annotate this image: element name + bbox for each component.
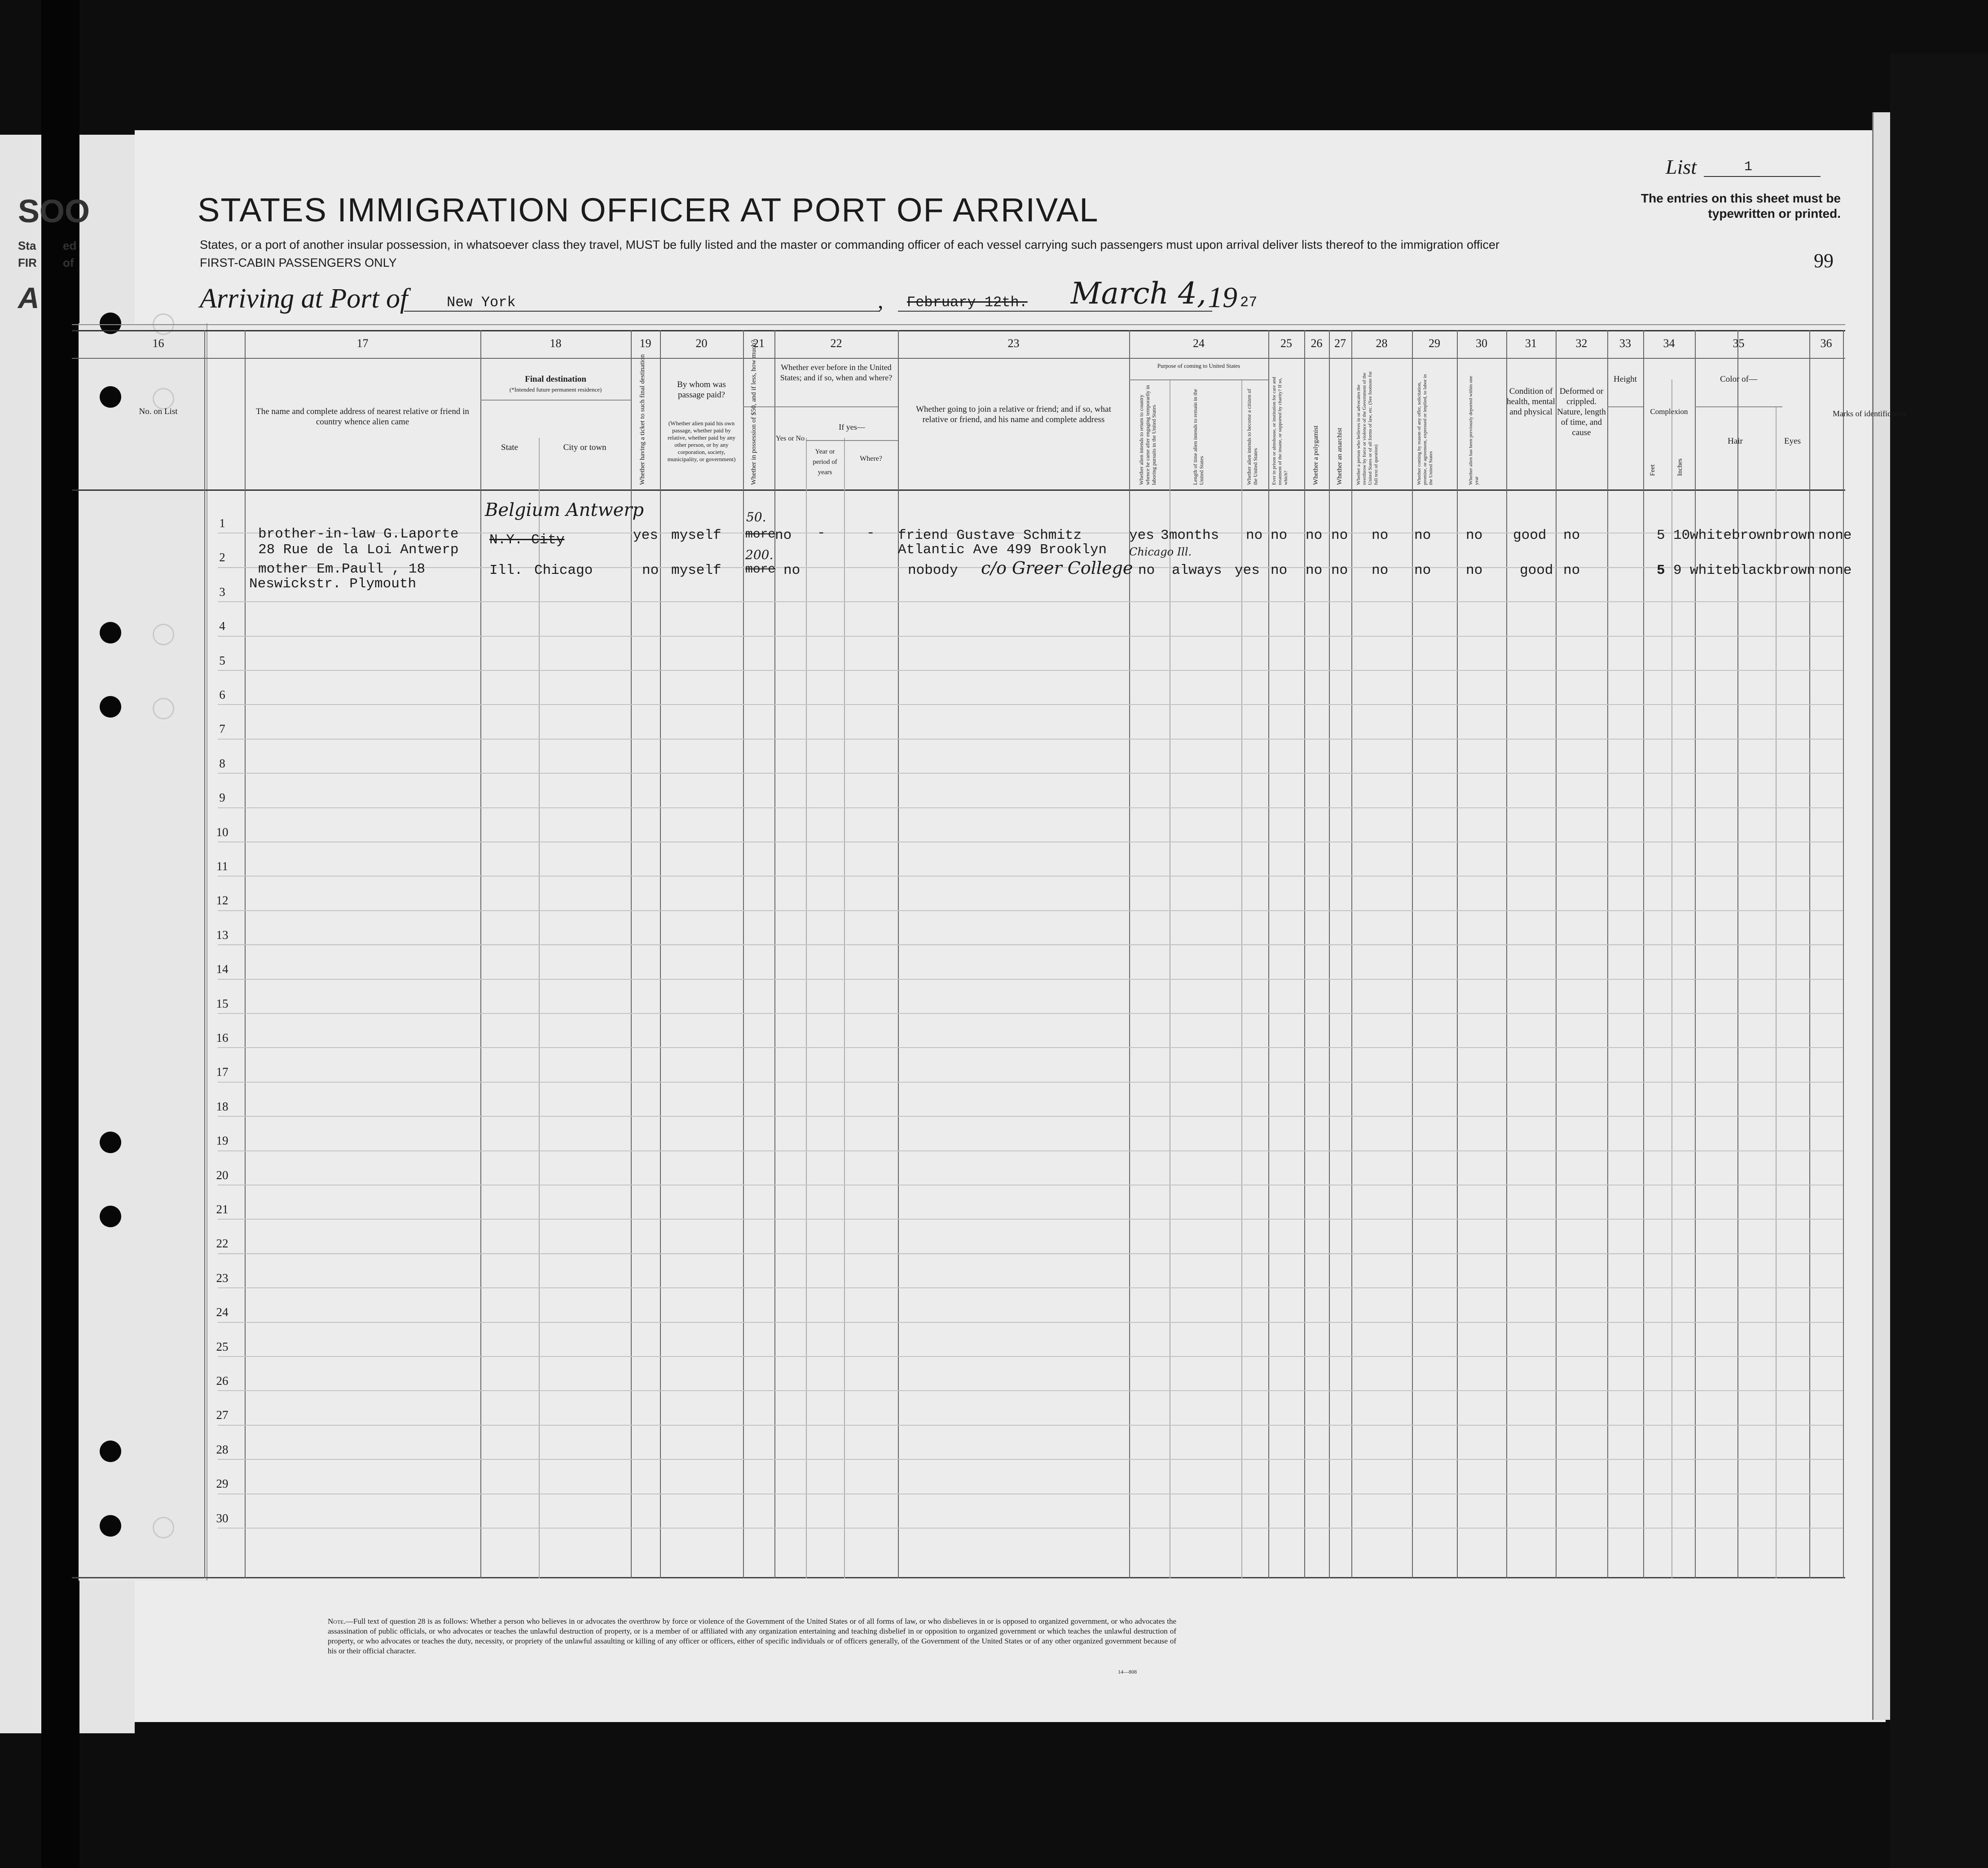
hdr-final-destination-note: (*Intended future permanent residence) <box>509 386 602 393</box>
entry2-health: good <box>1520 563 1553 578</box>
typewritten-note: The entries on this sheet must be typewritten or printed. <box>1641 191 1841 220</box>
hdr-final-destination: Final destination <box>525 374 586 384</box>
colnum-17: 17 <box>356 337 369 350</box>
hdr-state: State <box>501 443 518 452</box>
row-line <box>218 944 1843 945</box>
col-divider <box>844 438 845 1578</box>
row-line <box>218 1287 1843 1288</box>
col-divider <box>204 330 205 1578</box>
row-line <box>218 1116 1843 1117</box>
entry2-city: Chicago <box>534 563 593 578</box>
row-line <box>218 1082 1843 1083</box>
entry1-relative-line2: 28 Rue de la Loi Antwerp <box>258 542 459 558</box>
row-line <box>218 1219 1843 1220</box>
row-line <box>218 807 1843 808</box>
row-line <box>218 704 1843 705</box>
instruction-line: States, or a port of another insular possession, in whatsoever class they travel, MUST be fully listed and the master or commanding officer of each vessel carrying such passengers must upon arrival deliver lists thereof to the immigration officer <box>200 238 1500 251</box>
row-line <box>218 979 1843 980</box>
row-number: 15 <box>216 996 229 1010</box>
colnum-rule <box>72 358 1845 359</box>
entry2-money-hand: 200. <box>745 547 774 562</box>
hdr-relative: The name and complete address of nearest relative or friend in country whence alien came <box>256 407 469 427</box>
list-number: 1 <box>1744 159 1753 175</box>
hdr-overthrow: Whether a person who believes in or advocates the overthrow by force or violence of the Government of the United States or of all forms of law, etc. (See footnote for full text of question) <box>1356 371 1379 485</box>
year-prefix: 19 <box>1208 281 1237 314</box>
entry2-join-hand-above: Chicago Ill. <box>1129 546 1192 558</box>
hdr-passage: By whom was passage paid? <box>677 380 726 400</box>
list-line <box>1704 176 1821 177</box>
row-number: 23 <box>216 1271 229 1285</box>
entry1-deformed: no <box>1563 528 1580 543</box>
colnum-23: 23 <box>1007 337 1020 350</box>
entry1-polygamist: no <box>1306 528 1323 543</box>
height-subrule <box>1607 406 1643 407</box>
footnote-text: —Full text of question 28 is as follows: Whether a person who believes in or advocates the overthrow by force or violence of the Government of the United States or of all forms of law, or who disbelieves in or is opposed to organized government, or who advocates the assassination of public officials, or who advocates or teaches the unlawful destruction of property, or is a member of or affiliated with any organization entertaining and teaching disbelief in or opposition to organized government or which teaches the unlawful destruction of property, or who advocates or teaches the duty, necessity, or propriety of the unlawful assaulting or killing of any officer or officers, either of specific individuals or of officers generally, of the Government of the United States or of any other organized government because of his or their official character. <box>328 1617 1176 1655</box>
row-line <box>218 910 1843 911</box>
footnote-code: 14—808 <box>1118 1669 1137 1675</box>
entry2-state: Ill. <box>489 563 523 578</box>
row-number: 14 <box>216 962 229 976</box>
entry1-health: good <box>1513 528 1547 543</box>
entry2-deformed: no <box>1563 563 1580 578</box>
row-number: 30 <box>216 1511 229 1525</box>
colnum-35: 35 <box>1733 337 1745 350</box>
col-divider <box>1776 406 1777 1578</box>
row-number: 16 <box>216 1031 229 1044</box>
colnum-20: 20 <box>695 337 708 350</box>
hdr-deformed: Deformed or crippled. Nature, length of time, and cause <box>1557 387 1606 437</box>
left-page-fragment: of <box>63 256 74 269</box>
colnum-16: 16 <box>152 337 164 350</box>
row-number: 20 <box>216 1168 229 1182</box>
row-number: 3 <box>219 585 225 599</box>
entry2-money-struck: more <box>745 563 776 577</box>
entry1-prev-yesno: - <box>817 525 826 541</box>
row-line <box>218 601 1843 602</box>
hdr-height: Height <box>1614 374 1637 384</box>
entry2-return: no <box>1138 563 1155 578</box>
color-subrule <box>1695 406 1782 407</box>
hdr-eyes: Eyes <box>1784 436 1801 446</box>
hdr-prev-where: Where? <box>860 455 882 463</box>
entry1-inches: 10 <box>1673 528 1690 543</box>
row-number: 25 <box>216 1339 229 1353</box>
entry1-offer: no <box>1414 528 1431 543</box>
port-name: New York <box>447 294 516 311</box>
entry2-eyes: brown <box>1773 563 1816 578</box>
entry2-polygamist: no <box>1306 563 1323 578</box>
row-number: 8 <box>219 756 225 770</box>
entry1-handwritten-destination: Belgium Antwerp <box>485 500 644 520</box>
row-line <box>218 773 1843 774</box>
hdr-join: Whether going to join a relative or friend; and if so, what relative or friend, and his name and complete address <box>916 405 1111 424</box>
header-bottom-rule <box>72 489 1845 491</box>
row-line <box>218 670 1843 671</box>
hdr-color: Color of— <box>1720 374 1757 384</box>
entry1-prison: no <box>1271 528 1288 543</box>
hdr-purpose: Purpose of coming to United States <box>1157 362 1240 369</box>
hdr-offer: Whether coming by reason of any offer, solicitation, promise, or agreement, expressed or implied, to labor in the United States <box>1416 374 1434 485</box>
entry1-length: 3months <box>1161 528 1219 543</box>
hdr-city: City or town <box>563 443 607 452</box>
date-struck: February 12th. <box>907 294 1028 311</box>
row-number: 6 <box>219 688 225 701</box>
entry1-money-struck: more <box>745 528 776 542</box>
prev-subrule2 <box>806 440 898 441</box>
hdr-money: Whether in possession of $50, and if less, how much? <box>750 340 757 485</box>
dest-subrule <box>480 400 631 401</box>
entry2-anarchist: no <box>1331 563 1348 578</box>
row-number: 13 <box>216 928 229 942</box>
entry2-marks: none <box>1818 563 1852 578</box>
row-number: 12 <box>216 894 229 908</box>
entry1-eyes: brown <box>1773 528 1816 543</box>
row-number: 4 <box>219 619 225 633</box>
row-number: 7 <box>219 722 225 736</box>
entry2-overthrow: no <box>1372 563 1389 578</box>
entry2-money-typed: no <box>783 563 800 578</box>
colnum-32: 32 <box>1575 337 1588 350</box>
purpose-subrule <box>1129 379 1268 380</box>
entry2-relative-line1: mother Em.Paull , 18 <box>258 561 426 577</box>
entry2-ticket: no <box>642 563 659 578</box>
colnum-26: 26 <box>1311 337 1323 350</box>
colnum-31: 31 <box>1525 337 1537 350</box>
entry2-join-hand: c/o Greer College <box>981 558 1133 578</box>
colnum-30: 30 <box>1476 337 1487 350</box>
row-line <box>218 1253 1843 1254</box>
colnum-22: 22 <box>830 337 842 350</box>
row-number: 24 <box>216 1305 229 1319</box>
entry1-money-typed: no <box>775 528 792 543</box>
entry1-deported: no <box>1466 528 1483 543</box>
entry1-complexion: white <box>1690 528 1732 543</box>
table-bottom-border <box>72 1577 1845 1578</box>
row-number: 21 <box>216 1203 229 1216</box>
colnum-34: 34 <box>1663 337 1675 350</box>
row-line <box>218 1356 1843 1357</box>
colnum-24: 24 <box>1193 337 1205 350</box>
colnum-21: 21 <box>753 337 765 350</box>
top-rule <box>72 324 1845 325</box>
entry1-ticket: yes <box>633 528 658 543</box>
date-underline <box>898 311 1212 312</box>
left-page-fragment: SOO <box>18 194 90 229</box>
hdr-polygamist: Whether a polygamist <box>1312 425 1319 485</box>
page-title: STATES IMMIGRATION OFFICER AT PORT OF ARRIVAL <box>198 191 1099 229</box>
entry1-prev-where: - <box>866 525 875 541</box>
row-line <box>218 1047 1843 1048</box>
left-page-fragment: ed <box>63 239 77 252</box>
row-line <box>218 1459 1843 1460</box>
row-number: 22 <box>216 1237 229 1251</box>
row-line <box>218 1528 1843 1529</box>
row-number: 5 <box>219 653 225 667</box>
hdr-hair: Hair <box>1728 436 1743 446</box>
sheet-right-edge <box>1872 112 1891 1720</box>
footnote <box>328 1617 1176 1656</box>
row-number: 11 <box>216 859 228 873</box>
hdr-feet: Feet <box>1649 464 1656 476</box>
colnum-18: 18 <box>550 337 562 350</box>
hdr-purpose-return: Whether alien intends to return to country whence he came after engaging temporarily in laboring pursuits in the United States <box>1138 385 1157 485</box>
row-line <box>218 739 1843 740</box>
entry1-money-hand: 50. <box>746 510 766 524</box>
col-divider <box>1843 330 1844 1578</box>
row-line <box>218 1322 1843 1323</box>
row-number: 18 <box>216 1099 229 1113</box>
entry2-inches: 9 <box>1673 563 1682 578</box>
hdr-health: Condition of health, mental and physical <box>1507 387 1555 417</box>
manifest-table <box>72 330 1907 1578</box>
colnum-19: 19 <box>639 337 651 350</box>
entry2-prison: no <box>1271 563 1288 578</box>
hdr-purpose-length: Length of time alien intends to remain in the United States <box>1192 389 1205 485</box>
hdr-complexion: Complexion <box>1650 407 1688 416</box>
row-number: 17 <box>216 1065 229 1079</box>
date-handwritten: March 4, <box>1071 276 1206 311</box>
entry1-anarchist: no <box>1331 528 1348 543</box>
date-comma: , <box>878 288 884 313</box>
colnum-33: 33 <box>1619 337 1631 350</box>
entry1-struck-city: N.Y. City <box>489 532 565 548</box>
hdr-deported: Whether alien has been previously deported within one year <box>1468 376 1479 485</box>
row-line <box>218 841 1843 842</box>
row-number: 1 <box>219 516 225 530</box>
left-page-fragment: A <box>18 281 40 314</box>
entry1-citizen: no <box>1246 528 1263 543</box>
row-number: 19 <box>216 1134 229 1148</box>
row-number: 27 <box>216 1408 229 1422</box>
row-number: 28 <box>216 1442 229 1456</box>
row-line <box>218 1425 1843 1426</box>
entry2-paid-by: myself <box>671 563 721 578</box>
prev-subrule <box>743 406 898 407</box>
row-number: 29 <box>216 1477 229 1491</box>
left-page-fragment: FIR <box>18 256 37 269</box>
entry2-length: always <box>1172 563 1222 578</box>
row-line <box>218 1150 1843 1151</box>
hdr-prev-year: Year or period of years <box>813 448 837 476</box>
hdr-anarchist: Whether an anarchist <box>1336 427 1343 485</box>
row-line <box>218 876 1843 877</box>
row-number: 9 <box>219 791 225 805</box>
colnum-28: 28 <box>1376 337 1388 350</box>
hdr-marks: Marks of identification <box>1833 409 1907 418</box>
entry2-relative-line2: Neswickstr. Plymouth <box>249 576 417 592</box>
entry2-deported: no <box>1466 563 1483 578</box>
table-top-border <box>72 330 1845 331</box>
port-underline <box>404 311 880 312</box>
hdr-prev-yesno: Yes or No <box>775 435 805 442</box>
entry2-join-typed: nobody <box>908 563 958 578</box>
hdr-inches: Inches <box>1676 458 1684 476</box>
col-divider <box>806 438 807 1578</box>
entry2-complexion: white <box>1690 563 1732 578</box>
entry2-citizen: yes <box>1235 563 1260 578</box>
arriving-label: Arriving at Port of <box>200 283 408 314</box>
page-number: 99 <box>1814 250 1834 272</box>
row-number: 2 <box>219 551 225 564</box>
entry1-feet: 5 <box>1657 528 1665 543</box>
hdr-prev-ifyes: If yes— <box>839 423 865 432</box>
row-line <box>218 1390 1843 1391</box>
hdr-passage-note: (Whether alien paid his own passage, whether paid by relative, whether paid by any other person, or by any corporation, society, municipality, or government) <box>667 420 736 463</box>
row-line <box>218 636 1843 637</box>
footnote-lead: Note. <box>328 1617 346 1626</box>
hdr-no-on-list: No. on List <box>139 407 178 416</box>
colnum-27: 27 <box>1334 337 1346 350</box>
entry1-marks: none <box>1818 528 1852 543</box>
row-line <box>218 1013 1843 1014</box>
row-number: 26 <box>216 1374 229 1388</box>
hdr-prison: Ever in prison or almshouse, or institution for care and treatment of the insane, or supported by charity? If so, which? <box>1271 377 1289 485</box>
left-page-fragment: Sta <box>18 239 36 252</box>
entry1-overthrow: no <box>1372 528 1389 543</box>
entry1-relative-line1: brother-in-law G.Laporte <box>258 526 459 542</box>
hdr-previous: Whether ever before in the United States; and if so, when and where? <box>780 363 893 382</box>
year-suffix: 27 <box>1240 294 1258 311</box>
colnum-29: 29 <box>1429 337 1440 350</box>
hdr-ticket: Whether having a ticket to such final destination <box>639 354 646 485</box>
row-number: 10 <box>216 825 229 839</box>
colnum-36: 36 <box>1820 337 1832 350</box>
entry2-hair: black <box>1732 563 1774 578</box>
entry2-offer: no <box>1414 563 1431 578</box>
scan-border-right <box>1890 54 1988 1868</box>
entry2-feet: 5 <box>1657 563 1665 578</box>
class-line: FIRST-CABIN PASSENGERS ONLY <box>200 256 397 269</box>
entry1-return: yes <box>1129 528 1154 543</box>
entry1-join-line1: friend Gustave Schmitz <box>898 528 1082 543</box>
entry1-paid-by: myself <box>671 528 721 543</box>
hdr-purpose-citizen: Whether alien intends to become a citizen of the United States <box>1246 388 1258 485</box>
entry1-hair: brown <box>1732 528 1774 543</box>
col-divider <box>539 438 540 1578</box>
colnum-25: 25 <box>1280 337 1292 350</box>
entry1-join-line2: Atlantic Ave 499 Brooklyn <box>898 542 1107 558</box>
list-label: List <box>1666 155 1697 178</box>
